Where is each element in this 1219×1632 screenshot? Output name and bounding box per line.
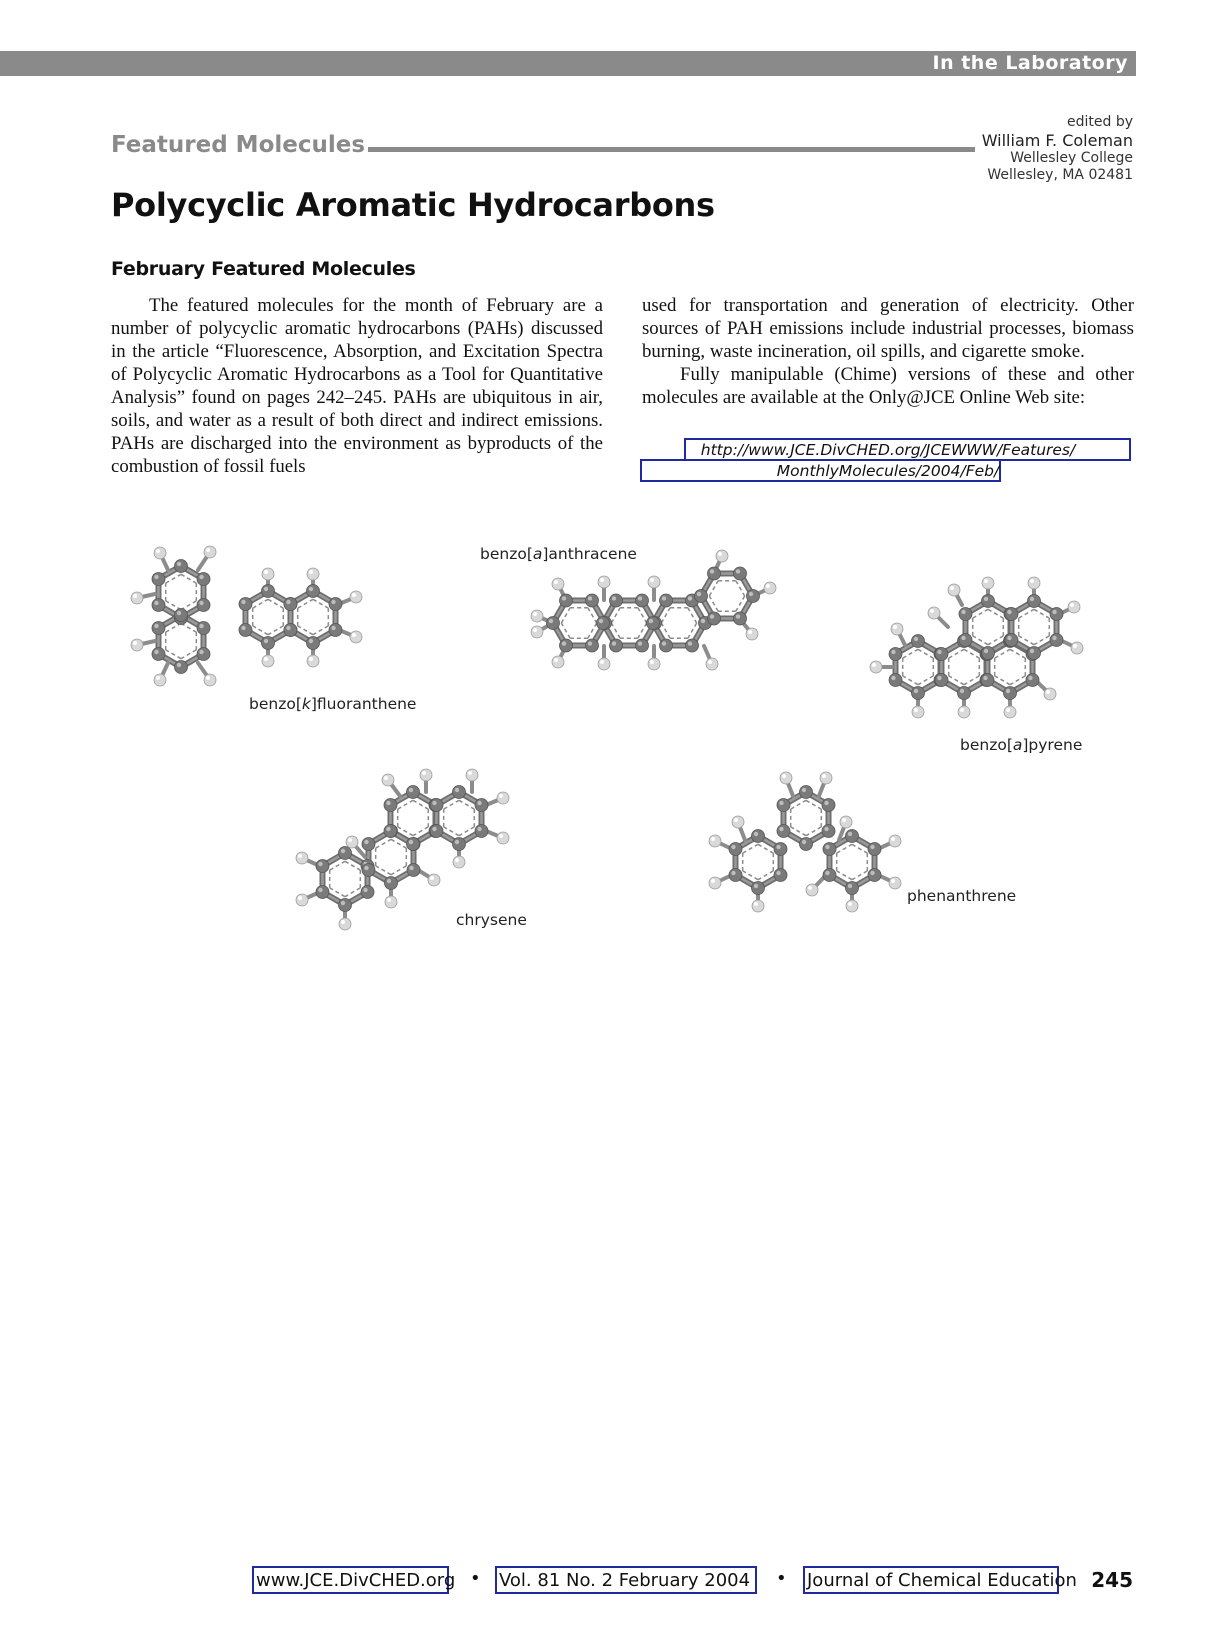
editor-institution: Wellesley College bbox=[1010, 150, 1133, 167]
benzo-a-anthracene-model bbox=[531, 550, 776, 670]
label-chrysene: chrysene bbox=[456, 911, 527, 929]
url-line-1[interactable]: http://www.JCE.DivCHED.org/JCEWWW/Features/ bbox=[700, 441, 1076, 459]
page-title: Polycyclic Aromatic Hydrocarbons bbox=[111, 186, 715, 224]
edited-by-label: edited by bbox=[1066, 114, 1133, 130]
label-benzo-a-pyrene: benzo[a]pyrene bbox=[960, 736, 1083, 754]
footer-journal-link[interactable]: Journal of Chemical Education bbox=[803, 1566, 1059, 1594]
paragraph-sources: used for transportation and generation of electricity. Other sources of PAH emissions include industrial processes, biomass burning, waste incineration, oil spills, and cigarette smoke. bbox=[642, 295, 1134, 362]
paragraph-website: Fully manipulable (Chime) versions of these and other molecules are available at the Only@JCE Online Web site: bbox=[642, 364, 1134, 408]
chrysene-model bbox=[296, 769, 509, 930]
page-number: 245 bbox=[1091, 1568, 1133, 1592]
editor-location: Wellesley, MA 02481 bbox=[987, 166, 1133, 183]
benzo-k-fluoranthene-model bbox=[131, 546, 362, 686]
footer-website-link[interactable]: www.JCE.DivCHED.org bbox=[252, 1566, 449, 1594]
editor-name: William F. Coleman bbox=[981, 131, 1133, 151]
column-label: Featured Molecules bbox=[111, 132, 366, 158]
phenanthrene-model bbox=[709, 772, 901, 912]
paragraph-intro: The featured molecules for the month of February are a number of polycyclic aromatic hydrocarbons (PAHs) discussed in the article “Fluorescence, Absorption, and Excitation Spectra of Polycyclic Aromatic Hydrocarbons as a Tool for Quantitative Analysis” found on pages 242–245. PAHs are ubiquitous in air, soils, and water as a result of both direct and indirect emissions. PAHs are discharged into the environment as byproducts of the combustion of fossil fuels bbox=[111, 295, 603, 477]
section-heading: February Featured Molecules bbox=[111, 258, 416, 280]
benzo-a-pyrene-model bbox=[870, 577, 1083, 718]
label-benzo-k-fluoranthene: benzo[k]fluoranthene bbox=[249, 695, 417, 713]
label-phenanthrene: phenanthrene bbox=[907, 887, 1017, 905]
footer-separator-1: • bbox=[470, 1568, 481, 1589]
footer-issue-link[interactable]: Vol. 81 No. 2 February 2004 bbox=[495, 1566, 757, 1594]
molecule-models bbox=[131, 546, 1083, 930]
url-line-2[interactable]: MonthlyMolecules/2004/Feb/ bbox=[776, 462, 1000, 480]
footer-separator-2: • bbox=[776, 1568, 787, 1589]
label-benzo-a-anthracene: benzo[a]anthracene bbox=[480, 545, 637, 563]
section-banner-title: In the Laboratory bbox=[932, 52, 1128, 74]
